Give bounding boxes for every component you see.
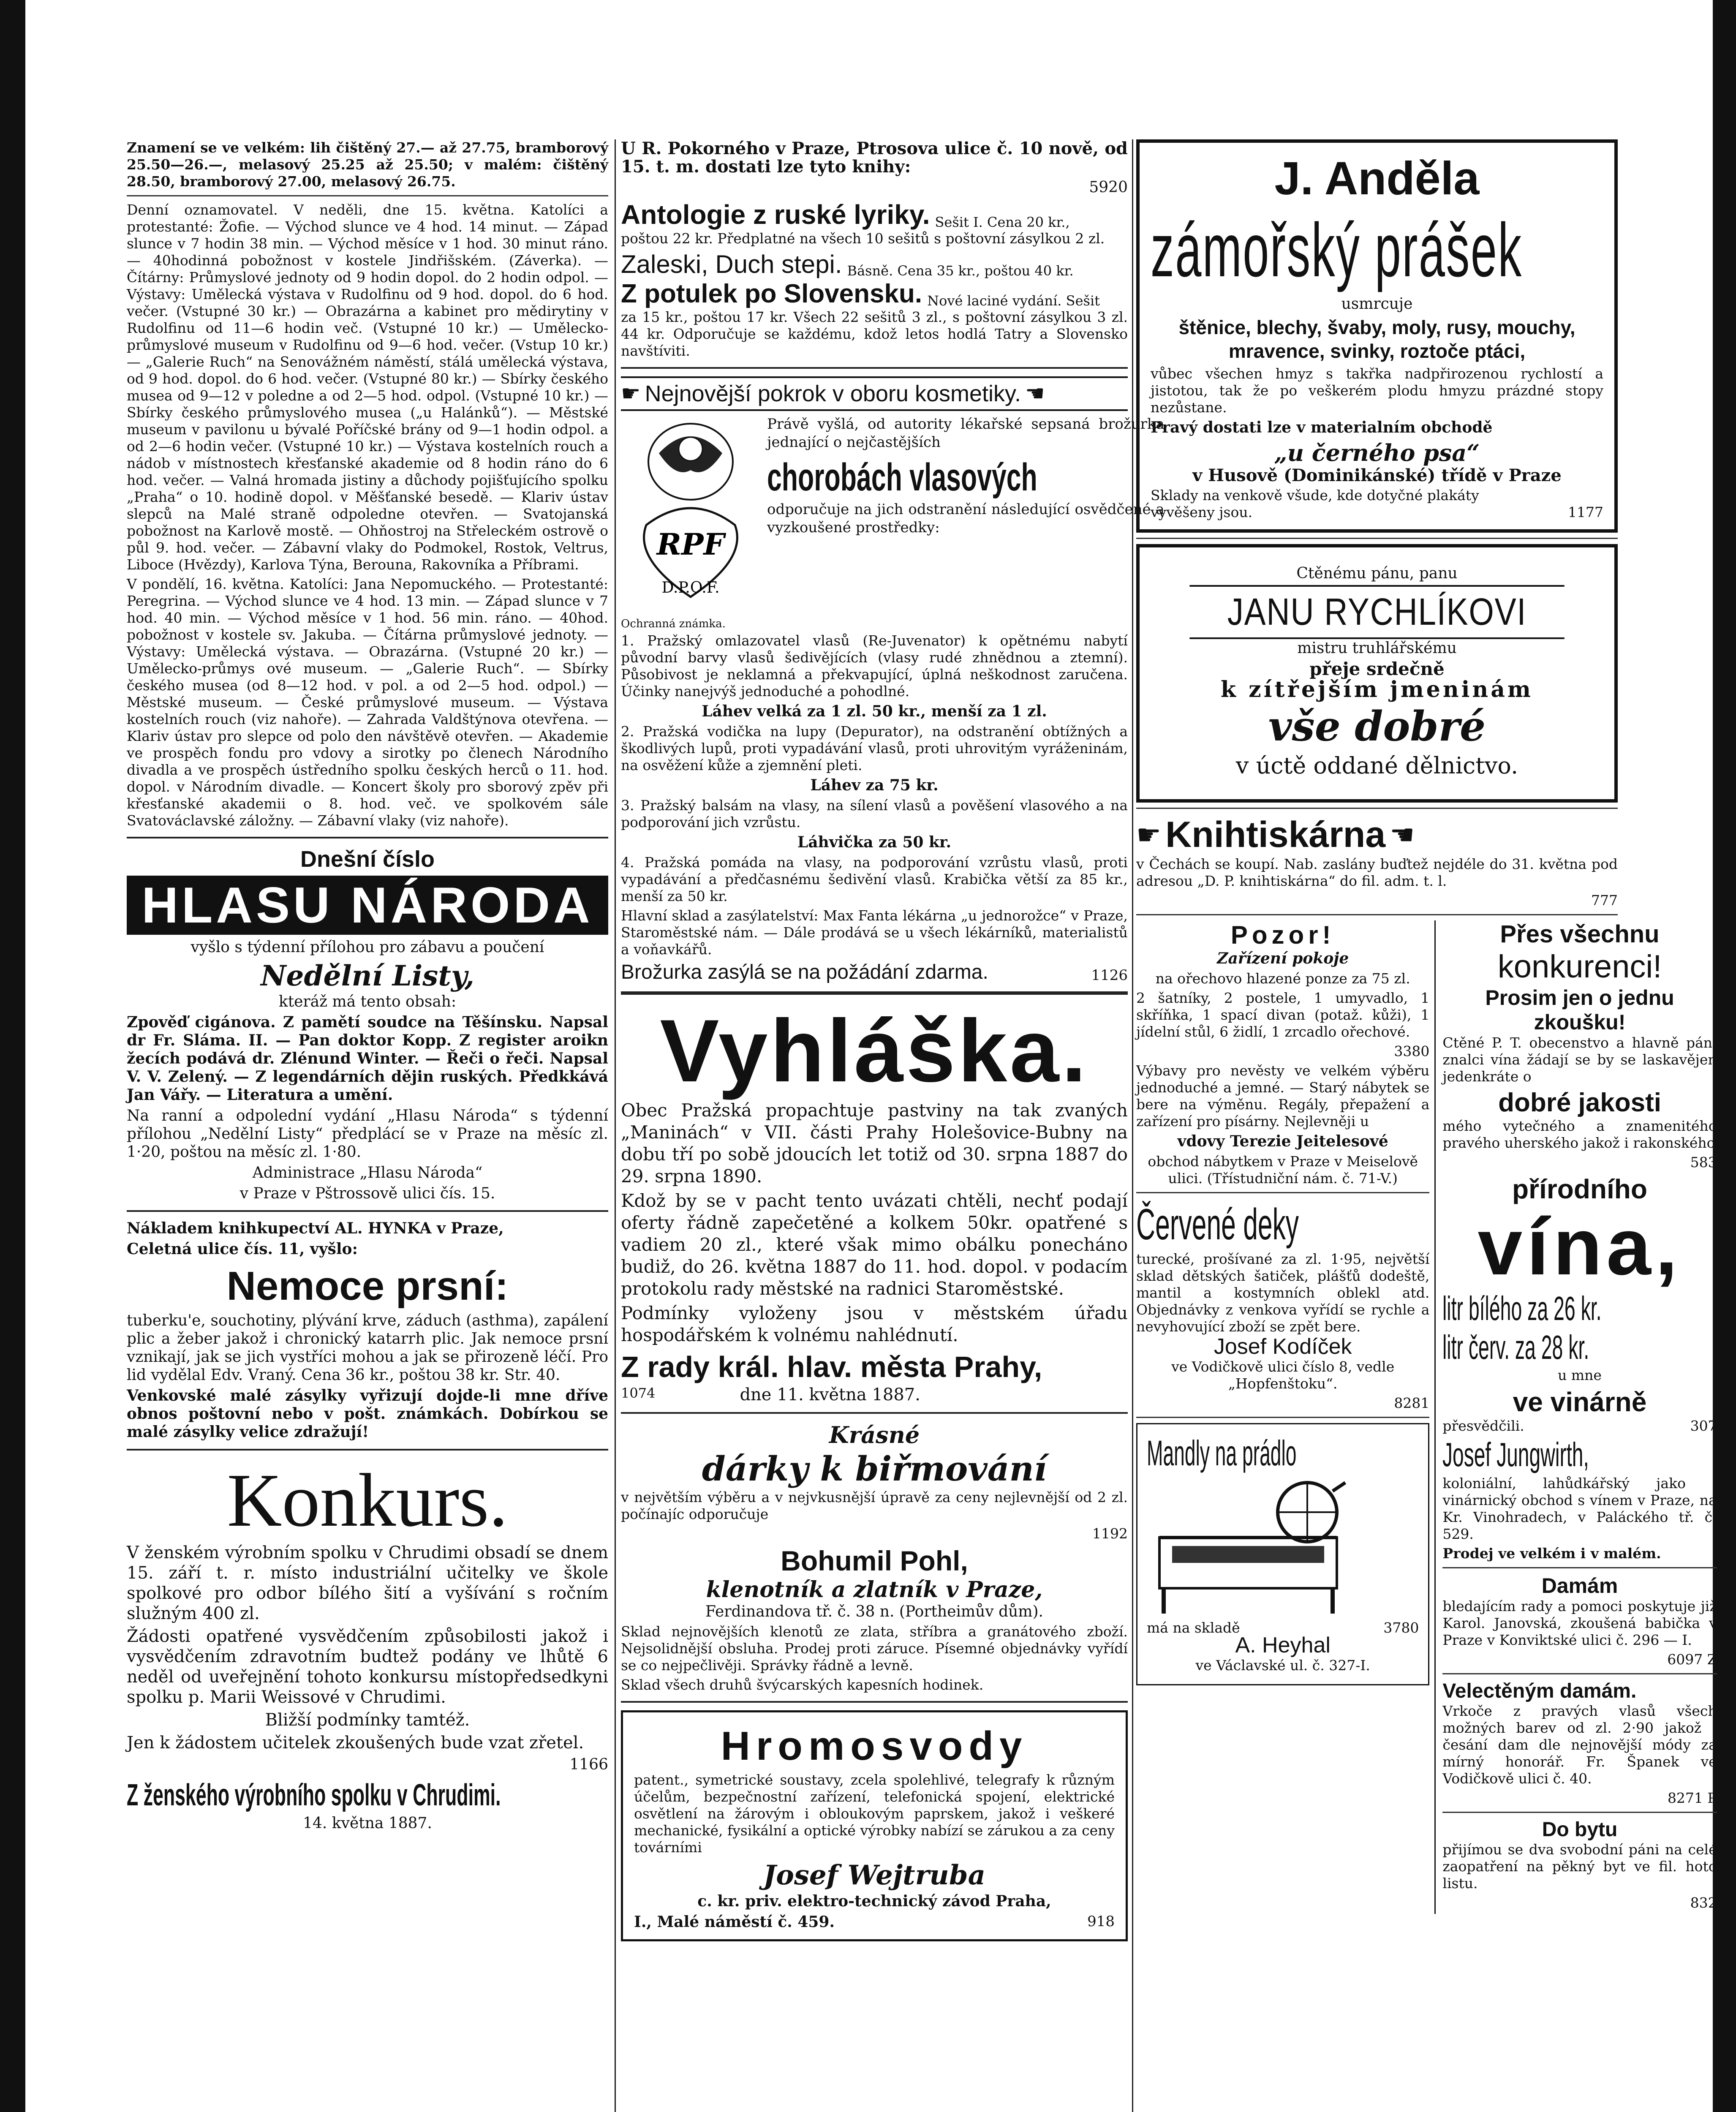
ve-title: Velectěným damám. [1442,1680,1637,1702]
hy-title: Nemoce prsní: [226,1263,509,1309]
hn-subscription: Na ranní a odpolední vydání „Hlasu Národa“ s týdenní přílohou „Nedělní Listy“ předplácí se v Praze na měsíc zl. 1·20, poštou na měsíc zl. 1·80. [127,1107,608,1161]
kr-p3: Sklad všech druhů švýcarských kapesních hodinek. [621,1677,984,1693]
an-addr: v Husově (Dominikánské) třídě v Praze [1192,465,1562,485]
split-section [1136,920,1717,1914]
vyhlaska-ad [621,1002,1128,1404]
db-title: Do bytu [1542,1818,1618,1841]
kos-emblem [621,415,760,615]
kos-head: Nejnovější pokrok v oboru kosmetiky. [645,381,1021,406]
vy-date: dne 11. května 1887. [740,1385,920,1404]
po-num: 3380 [1394,1043,1430,1059]
an-big: zámořský prášek [1151,208,1523,293]
pokorny-ad [621,139,1128,359]
column-rule-1 [615,139,616,2112]
kos-foot: Brožurka zasýlá se na požádání zdarma. [621,961,988,983]
cd-addr: ve Vodičkově ulici číslo 8, vedle „Hopfenštoku“. [1171,1358,1395,1392]
pointing-hand-icon: ☚ [1390,819,1415,851]
vy-foot [621,1385,1128,1404]
ry-2: mistru truhlářskému [1297,640,1457,657]
pk-num: 5920 [1089,179,1128,196]
divider [621,1701,1128,1703]
kn-num: 777 [1591,892,1618,909]
kr-name: Bohumil Pohl, [781,1545,968,1576]
cd-title: Červené deky [1136,1200,1299,1249]
kk-title: Konkurs. [227,1458,508,1542]
mangle-machine-icon [1147,1474,1354,1618]
po-name: vdovy Terezie Jeitelesové [1177,1132,1388,1150]
zal-line [621,250,1128,279]
svg-text:RPF: RPF [656,527,725,562]
hn-title: HLASU NÁRODA [127,876,608,935]
cosmetics-emblem-icon [621,415,760,614]
kos-num: 1126 [1091,967,1128,984]
pv-last: Prodej ve velkém i v malém. [1442,1545,1661,1562]
an-name: J. Anděla [1274,152,1480,204]
divider [621,367,1128,369]
ant-title: Antologie z ruské lyriky. [621,199,930,230]
column-2 [621,139,1165,2112]
kn-head-row [1136,814,1618,856]
po-items: 2 šatníky, 2 postele, 1 umyvadlo, 1 skříňka, 1 spací divan (potaž. kůži), 1 jídelní stůl, 6 židlí, 1 zrcadlo ořechové. [1136,990,1430,1040]
kosmetika-ad [621,376,1165,984]
kk-num: 1166 [569,1756,608,1773]
ry-4: k zítřejším jmeninám [1221,677,1533,702]
divider [127,1449,608,1451]
pv-num2: 307 [1690,1418,1717,1434]
hr-title: Hromosvody [721,1723,1028,1769]
hy-body: tuberku'e, souchotiny, plývání krve, záduch (asthma), zapálení plic a žeber jakož i chronický katarrh plic. Jak nemoce prsní vznikají, jak se jich vystříci mohou a jak se přirozeně léčí. Pro lid vydělal Edv. Vraný. Cena 36 kr., poštou 38 kr. Str. 40. [127,1312,608,1384]
kos-2-price: Láhev za 75 kr. [810,776,939,794]
knihtiskarna-ad [1136,814,1618,909]
ant-line [621,199,1128,230]
pv-5: dobré jakosti [1498,1088,1661,1117]
da-body: bledajícím rady a pomoci poskytuje již Karol. Janovská, zkoušená babička v Praze v Konviktské ulici č. 296 — I. [1442,1598,1717,1648]
kos-3-price: Láhvička za 50 kr. [797,833,952,851]
vy-p2: Kdož by se v pacht tento uvázati chtěli, nechť podají oferty řádně zapečetěné a kolkem 50kr. opatřené s vadiem 20 zl., které však mimo obálku ponecháno budiž, do 26. května 1887 do 11. hod. dopol. v podacím protokolu rady městské na radnici Staroměstské. [621,1190,1128,1299]
hn-nedelni-listy: Nedělní Listy, [261,959,474,992]
cd-name: Josef Kodíček [1214,1334,1352,1359]
an-sklady: Sklady na venkově všude, kde dotyčné plakáty vyvěšeny jsou. [1151,487,1479,520]
po-title: Pozor! [1230,921,1335,949]
da-num: 6097 Z [1667,1651,1717,1668]
ve-num: 8271 P [1667,1790,1717,1806]
ant-side: Sešit I. Cena 20 kr., [935,214,1070,230]
pv-body: Ctěné P. T. obecenstvo a hlavně páni znalci vína žádají se by se laskavějen jedenkráte o [1442,1034,1717,1085]
da-title: Damám [1541,1574,1618,1598]
kos-mark: Ochranná známka. [621,618,726,630]
hn-sub: vyšlo s týdenní přílohou pro zábavu a poučení [190,939,544,956]
vy-num: 1074 [621,1385,656,1401]
hynek-ad [127,1219,608,1441]
ry-6: v úctě oddané dělnictvo. [1235,752,1518,779]
kn-body: v Čechách se koupí. Nab. zaslány buďtež nejdéle do 31. května pod adresou „D. P. knihtiskárna“ do fil. adm. t. l. [1136,856,1618,889]
kr-body: v největším výběru a v nejvkusnější úpravě za ceny nejlevnější od 2 zl. počínajíc odporučuje [621,1489,1128,1522]
pv-1: Přes všechnu [1500,920,1660,948]
kos-main: Hlavní sklad a zasýlatelství: Max Fanta lékárna „u jednorožce“ v Praze, Staroměstské nám. — Dále prodává se u všech lékárníků, materialistů a voňavkářů. [621,907,1128,958]
hr-body: patent., symetrické soustavy, zcela spolehlivé, telegrafy k různým účelům, bezpečnostní zařízení, telefonická spojení, elektrické osvětlení na žárovým i obloukovým paprskem, jakož i veškeré mechanické, fysikální a optické výrobky nabízí se zárukou a za ceny továrními [634,1772,1115,1856]
divider [1442,1673,1717,1674]
daily-announcer-monday: V pondělí, 16. května. Katolíci: Jana Nepomuckého. — Protestanté: Peregrina. — Východ slunce ve 4 hod. 13 min. — Západ slunce v 7 hod. 40 min. — Východ měsíce v 1 hod. 56 min. ráno. — 40hod. pobožnost v kostele sv. Jakuba. — Čítárna průmyslové jednoty. — Výstavy: Umělecká výstava. — Obrazárna. (Vstupné 20 kr.) — Umělecko-průmys ové museum. — „Galerie Ruch“. — Sbírky českého musea (od 8—12 hod. v pol. a od 2—5 hod. odpol.) — Městské museum. — České průmyslové museum. — Výstava kostelních rouch (viz nahoře). — Zahrada Valdštýnova otevřena. — Klariv ústav pro slepce od polo den návštěvě otevřen. — Akademie ve prospěch fondu pro vdovy a sirotky po členech Národního divadla a ve prospěch ústředního spolku českých herců o 11. hod. dopol. v Národním divadle. — Koncert školy pro sborový zpěv při křesťanské akademii o 8. hod. več. ve spolkovém sále Svatováclavské záložny. — Zábavní vlaky (viz nahoře). [127,576,608,829]
po-addr: obchod nábytkem v Praze v Meiselově ulici. (Třístudniční nám. č. 71-V.) [1148,1153,1418,1187]
hr-num: 918 [1087,1913,1115,1930]
hy-head: Nákladem knihkupectví AL. HYNKA v Praze, [127,1219,504,1237]
an-shop: „u černého psa“ [1274,439,1480,466]
kos-3: 3. Pražský balsám na vlasy, na sílení vlasů a pověšení vlasového a na podporování jich vzrůstu. [621,797,1128,830]
po-sub2: na ořechovo hlazené ponze za 75 zl. [1155,970,1410,987]
hn-obsah: kteráž má tento obsah: [278,993,457,1010]
kr-addr: Ferdinandova tř. č. 38 n. (Portheimův dům). [705,1603,1043,1620]
divider [1136,1192,1429,1193]
kos-4: 4. Pražská pomáda na vlasy, na podporování vzrůstu vlasů, proti vypadávání a předčasnému šedivění vlasů. Krabička větší za 85 kr., menší za 50 kr. [621,854,1128,904]
andela-ad [1136,139,1618,533]
hn-intro: Dnešní číslo [300,846,435,872]
ry-1: Ctěnému pánu, panu [1296,565,1458,582]
split-left [1136,920,1436,1914]
ry-3: přeje srdečně [1309,659,1445,679]
mn-stock: má na skladě [1147,1619,1240,1636]
pv-12: přesvědčili. [1442,1418,1524,1434]
pv-8: litr bílého za 26 kr. [1442,1290,1602,1327]
divider [1442,1567,1717,1568]
kr-2: dárky k biřmování [702,1449,1047,1489]
kos-foot-row [621,961,1128,984]
kn-title: Knihtiskárna [1165,814,1386,855]
po-sub: Zařízení pokoje [1217,950,1349,967]
zal-side: Básně. Cena 35 kr., poštou 40 kr. [847,263,1074,279]
db-body: přijímou se dva svobodní páni na celé zaopatření na pěkný byt ve fil. hoto listu. [1442,1841,1717,1892]
vy-p3: Podmínky vyloženy jsou v městském úřadu hospodářském k volnému nahlédnutí. [621,1303,1128,1345]
divider [127,195,608,196]
pot-side: Nové laciné vydání. Sešit [927,293,1100,309]
hr-firm: c. kr. priv. elektro-technický závod Praha, [697,1892,1051,1910]
kos-text [767,415,1165,615]
scan-border-left [0,0,25,2112]
kr-trade: klenotník a zlatník v Praze, [706,1577,1043,1603]
kr-p2: Sklad nejnovějších klenotů ze zlata, stříbra a granátového zboží. Nejsolidnější obsluha. Prodej proti záruce. Písemné objednávky vyřídí se co nejpečlivěji. Správky řádně a levně. [621,1623,1128,1674]
market-prices: Znamení se ve velkém: lih čištěný 27.— až 27.75, bramborový 25.50—26.—, melasový 25.25 až 25.50; v malém: čištěný 28.50, bramborový 27.00, melasový 26.75. [127,139,608,190]
pv-name: Josef Jungwirth, [1442,1436,1589,1473]
an-foot [1151,487,1603,521]
kr-num: 1192 [1092,1525,1128,1542]
kos-big: chorobách vlasových [767,456,1037,499]
kk-date: 14. května 1887. [303,1815,432,1832]
hn-admin-addr: v Praze v Pštrossově ulici čís. 15. [239,1185,495,1202]
an-body: vůbec všechen hmyz s takřka nadpřirozenou rychlostí a jistotou, tak že po veškerém plodu hmyzu prázdné stopy nezůstane. [1151,365,1603,416]
hlas-naroda-ad [127,846,608,1203]
kr-1: Krásné [829,1421,920,1448]
pv-9: litr červ. za 28 kr. [1442,1328,1589,1366]
hr-addr: I., Malé náměstí č. 459. [634,1913,835,1931]
hy-head2: Celetná ulice čís. 11, vyšlo: [127,1240,358,1258]
hromosvody-ad [621,1710,1128,1941]
mandly-ad [1136,1423,1429,1685]
cd-body: turecké, prošívané za zl. 1·95, největší sklad dětských šatiček, plášťů dodeště, mantil a kostymních oblekl atd. Objednávky z venkova vyřídí se rychle a nevyhovující zboží se zpět bere. [1136,1251,1430,1335]
an-num: 1177 [1568,504,1603,520]
divider [1136,808,1618,809]
kk-sig: Z ženského výrobního spolku v Chrudimi. [127,1778,501,1812]
rychlik-greeting [1136,544,1618,803]
an-ptr: Pravý dostati lze v materialním obchodě [1151,419,1493,436]
vy-p1: Obec Pražská propachtuje pastviny na tak zvaných „Maninách“ v VII. části Prahy Holešovice-Bubny na dobu tří po sobě jdoucích let totiž od 30. srpna 1887 do 29. srpna 1890. [621,1100,1128,1187]
kos-body: odporučuje na jich odstranění následující osvědčené a vyzkoušené prostředky: [767,501,1165,536]
vy-sig: Z rady král. hlav. města Prahy, [621,1350,1042,1383]
pk-head: U R. Pokorného v Praze, Ptrosova ulice č. 10 nově, od 15. t. m. dostati lze tyto knihy: [621,139,1128,177]
pot-line [621,279,1128,309]
hn-body: Zpověď cigánova. Z pamětí soudce na Těšínsku. Napsal dr Fr. Sláma. II. — Pan doktor Kopp. Z register aroikn žecích podává dr. Zlénund Winter. — Řeči o řeči. Napsal V. V. Zelený. — Z legendárních dějin ruských. Předkkává Jan Vářy. — Literatura a umění. [127,1013,608,1104]
kk-p3: Bližší podmínky tamtéž. [265,1710,470,1730]
mn-name: A. Heyhal [1235,1633,1331,1657]
divider [621,1412,1128,1414]
pv-6: přírodního [1512,1174,1647,1204]
daily-announcer-sunday: Denní oznamovatel. V neděli, dne 15. května. Katolíci a protestanté: Žofie. — Východ slunce ve 4 hod. 14 minut. — Západ slunce v 7 hodin 38 min. — Východ měsíce v 1 hod. 30 minut ráno. — 40hodinná pobožnost v kostele Jindřišském. (Záverka). — Čítárny: Průmyslové jednoty od 9 hodin dopol. do 2 hodin odpol. — Výstavy: Umělecká výstava v Rudolfinu od 9 hod. dopol. do 6 hod. večer. (Vstupné 30 kr.) — Obrazárna a kabinet pro mědirytiny v Rudolfinu od 11—6 hodin več. (Vstupné 10 kr.) — Umělecko-průmyslové museum v Rudolfinu od 9—6 hod. večer. (Vstup 10 kr.) — „Galerie Ruch“ na Senovážném náměstí, stálá umělecká výstava, od 9 hod. dopol. do 6 hod. večer. (Vstupné 80 kr.) — Sbírky českého musea od 9—12 v poledne a od 2—5 hod. odpol. (Vstupné 10 kr.) — Sbírky českého průmyslového musea („u Halánků“). — Městské museum v pavilonu u bývalé Poříčské brány od 9—1 hodin odpol. a od 2—6 hodin večer. (Vstupné 10 kr.) — Výstava kostelních rouch a nádob v místnostech křesťanské akademie od 8 hodin ráno do 6 hod. večer. — Valná hromada jistiny a důchody pojišťujícího spolku „Praha“ o 10. hodině dopol. v Měšťanské besedě. — Klariv ústav slepců na Malé straně odpoledne otevřen. — Svatojanská pobožnost na Karlově mostě. — Ohňostroj na Střeleckém ostrově o půl 9. hod. večer. — Zábavní vlaky do Podmokel, Rostok, Veltrus, Liboce (Hvězdy), Karlova Týna, Berouna, Rakovníka a Příbrami. [127,201,608,573]
divider [1442,1812,1717,1813]
mn-title: Mandly na prádlo [1147,1433,1297,1473]
divider [1136,538,1618,539]
pv-num: 583 [1690,1154,1717,1170]
split-right [1442,920,1717,1914]
svg-text:D.P.O.F.: D.P.O.F. [661,579,720,596]
column-1 [127,139,608,2112]
kk-p1: V ženském výrobním spolku v Chrudimi obsadí se dnem 15. září t. r. místo industriální učitelky ve škole spolkové pro odbor bílého šití a vyšívání s ročním služným 400 zl. [127,1543,608,1623]
db-num: 832 [1690,1894,1717,1911]
divider [127,1210,608,1212]
hy-body2: Venkovské malé zásylky vyřizují dojde-li mne dříve obnos poštovní nebo v pošt. známkách. Dobírkou se malé zásylky velice zdražují! [127,1387,608,1441]
hr-name: Josef Wejtruba [763,1859,986,1891]
divider [1136,914,1618,915]
pv-11: ve vinárně [1513,1387,1647,1417]
ant-body: poštou 22 kr. Předplatné na všech 10 sešitů s poštovní zásylkou 2 zl. [621,230,1105,247]
an-usm: usmrcuje [1341,295,1413,313]
pv-body2: mého vytečného a znamenitého pravého uherského jakož i rakonského [1442,1118,1717,1151]
column-3 [1136,139,1717,2112]
po-body: Výbavy pro nevěsty ve velkém výběru jednoduché a jemné. — Starý nábytek se bere na výměnu. Regály, přepažení a zařízení pro písárny. Nejlevněji u [1136,1062,1430,1129]
kk-p2: Žádosti opatřené vysvědčením způsobilosti jakož i vysvědčením zdravotním budtež podány ve lhůtě 6 neděl od uveřejnění tohoto konkursu místopředsedkyni spolku p. Marii Weissové v Chrudimi. [127,1627,608,1707]
pv-3: Prosim jen o jednu [1485,986,1674,1010]
pv-row [1442,1418,1717,1434]
vy-title: Vyhláška. [660,1001,1089,1100]
kk-p4: Jen k žádostem učitelek zkoušených bude vzat zřetel. [127,1733,584,1753]
an-list: štěnice, blechy, švaby, moly, rusy, mouchy, mravence, svinky, roztoče ptáci, [1178,316,1575,362]
hr-foot [634,1913,1115,1931]
pot-title: Z potulek po Slovensku. [621,279,922,308]
pv-addr: koloniální, lahůdkářský jako i vinárnický obchod s vínem v Praze, na Kr. Vinohradech, v Paláckého tř. č. 529. [1442,1475,1717,1542]
hn-admin: Administrace „Hlasu Národa“ [252,1164,483,1181]
kos-intro: Právě vyšlá, od autority lékařské sepsaná brožurka jednající o nejčastějších [767,416,1165,451]
pointing-hand-icon: ☚ [1025,381,1045,406]
kos-top [621,415,1165,615]
page-top-margin [0,0,1736,89]
divider [1136,1417,1429,1418]
pv-4: zkoušku! [1534,1010,1626,1034]
cd-num: 8281 [1394,1395,1430,1411]
pv-10: u mne [1558,1367,1602,1383]
ry-name: JANU RYCHLÍKOVI [1189,585,1564,639]
pv-7: vína, [1478,1202,1682,1292]
ry-5: vše dobré [1268,702,1486,750]
divider [621,991,1128,995]
pv-2: konkurenci! [1497,949,1662,985]
divider [127,837,608,838]
zal-title: Zaleski, Duch stepi. [621,250,842,278]
kos-1-price: Láhev velká za 1 zl. 50 kr., menší za 1 zl. [702,702,1047,720]
mn-addr: ve Václavské ul. č. 327-I. [1195,1657,1370,1674]
kos-head-row [621,376,1128,411]
konkurs-ad [127,1458,608,1832]
pohl-ad [621,1421,1128,1693]
kos-2: 2. Pražská vodička na lupy (Depurator), na odstranění obtížných a škodlivých lupů, proti vypadávání vlasů, proti uhrovitým vyráženinám, na osvěžení kůže a zjemnění pleti. [621,723,1128,773]
pointing-hand-icon: ☛ [621,381,641,406]
ve-body: Vrkoče z pravých vlasů všech možných barev od zl. 2·90 jakož i česání dam dle nejnovější módy za mírný honorář. Fr. Španek ve Vodičkově ulici č. 40. [1442,1703,1717,1787]
pot-body: za 15 kr., poštou 17 kr. Všech 22 sešitů 3 zl., s poštovní zásylkou 3 zl. 44 kr. Odporučuje se každému, kdož letos hodlá Tatry a Slovensko navštíviti. [621,309,1128,359]
mn-num: 3780 [1383,1619,1419,1636]
pointing-hand-icon: ☛ [1136,819,1162,851]
kos-1: 1. Pražský omlazovatel vlasů (Re-Juvenator) k opětnému nabytí původní barvy vlasů šedivějících (vlasy rudé zhnědnou a ztemní). Působivost je neklamná a překvapující, úplná neškodnost zaručena. Účinky nanejvýš jednoduché a pohodlné. [621,632,1128,699]
